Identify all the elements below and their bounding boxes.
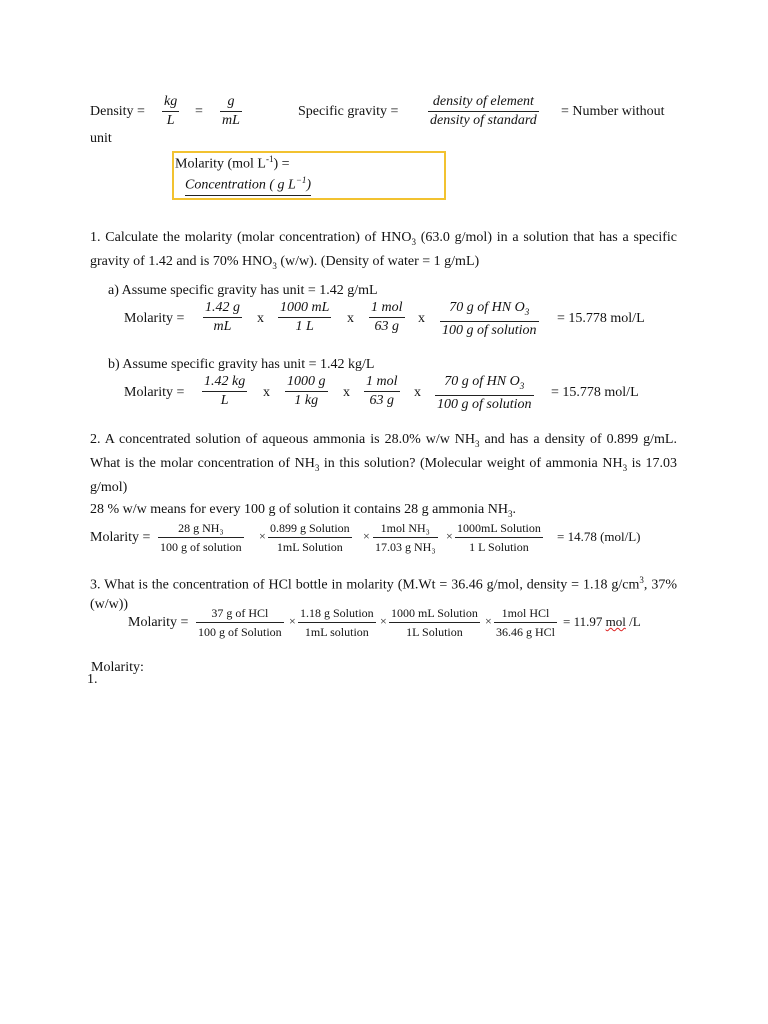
q1a-fraction-1: 1.42 g mL xyxy=(205,300,240,334)
q1b-x-1: x xyxy=(263,385,270,400)
molarity-box-line2: Concentration ( g $L^{-1}$) xyxy=(185,175,311,196)
q1a-result: = 15.778 mol/L xyxy=(557,311,645,326)
q1b-molarity-label: Molarity = xyxy=(124,385,185,400)
q1b-result: = 15.778 mol/L xyxy=(551,385,639,400)
q1a-x-1: x xyxy=(257,311,264,326)
q3-fraction-2: 1.18 g Solution 1mL solution xyxy=(300,606,374,639)
q2-fraction-4: 1000mL Solution 1 L Solution xyxy=(457,521,541,554)
q2-times-2: × xyxy=(363,529,370,543)
q2-text: 2. A concentrated solution of aqueous ammonia is 28.0% w/w $NH_3$ and has a density of 0.899 g/mL. What is the molar concentration of $NH_3$ in this solution? (Molecular weight of ammonia $NH_3$ is 17.03 g/mol) xyxy=(90,432,678,495)
density-equals: = xyxy=(195,104,203,119)
q2-fraction-1: 28 g NH₃ 100 g of solution xyxy=(160,521,242,554)
q1b-x-3: x xyxy=(414,385,421,400)
q2-times-3: × xyxy=(446,529,453,543)
q1b-fraction-2: 1000 g 1 kg xyxy=(287,374,326,408)
q2-fraction-2: 0.899 g Solution 1mL Solution xyxy=(270,521,350,554)
q1b-fraction-1: 1.42 kg L xyxy=(204,374,246,408)
q1a-fraction-2: 1000 mL 1 L xyxy=(280,300,330,334)
q1a-x-2: x xyxy=(347,311,354,326)
q1-text: 1. Calculate the molarity (molar concentration) of $HNO_3$ (63.0 g/mol) in a solution that has a specific gravity of 1.42 and is 70% $HNO_3$ (w/w). (Density of water = 1 g/mL) xyxy=(90,230,678,271)
q3-times-2: × xyxy=(380,614,387,628)
specific-gravity-label: Specific gravity = xyxy=(298,104,399,119)
q1a-molarity-label: Molarity = xyxy=(124,311,185,326)
list-number-one: 1. xyxy=(87,672,98,687)
q2-molarity-label: Molarity = xyxy=(90,530,151,545)
q1b-label: b) Assume specific gravity has unit = 1.42 kg/L xyxy=(108,357,375,372)
q3-result: = 11.97 mol /L xyxy=(563,614,641,629)
molarity-trailing-label: Molarity: xyxy=(91,660,144,675)
q3-fraction-1: 37 g of HCl 100 g of Solution xyxy=(198,606,282,639)
specific-gravity-result: = Number without xyxy=(561,104,665,119)
q3-fraction-4: 1mol HCl 36.46 g HCl xyxy=(496,606,556,639)
q3-molarity-label: Molarity = xyxy=(128,615,189,630)
q2-result: = 14.78 (mol/L) xyxy=(557,529,641,544)
q1b-x-2: x xyxy=(343,385,350,400)
density-fraction-g-ml: g mL xyxy=(222,94,240,128)
molarity-box-line1: Molarity (mol $L^{-1}$) = xyxy=(175,154,290,172)
q1a-fraction-4: 70 g of HN $O_3$ 100 g of solution xyxy=(442,300,537,338)
q1b-fraction-4: 70 g of HN $O_3$ 100 g of solution xyxy=(437,374,532,412)
q2-fraction-3: 1mol NH₃ 17.03 g NH₃ xyxy=(375,521,436,554)
specific-gravity-fraction: density of element density of standard xyxy=(430,94,537,128)
q1b-fraction-3: 1 mol 63 g xyxy=(366,374,398,408)
q3-fraction-3: 1000 mL Solution 1L Solution xyxy=(391,606,478,639)
density-label: Density = xyxy=(90,104,145,119)
q3-times-1: × xyxy=(289,614,296,628)
q3-times-3: × xyxy=(485,614,492,628)
q1a-fraction-3: 1 mol 63 g xyxy=(371,300,403,334)
density-fraction-kg-l: kg L xyxy=(164,94,178,128)
specific-gravity-wrap: unit xyxy=(90,131,112,146)
q2-note: 28 % w/w means for every 100 g of solution it contains 28 g ammonia $NH_3$. xyxy=(90,502,516,519)
q2-times-1: × xyxy=(259,529,266,543)
q1a-x-3: x xyxy=(418,311,425,326)
q1a-label: a) Assume specific gravity has unit = 1.42 g/mL xyxy=(108,283,378,298)
q3-text: 3. What is the concentration of HCl bottle in molarity (M.Wt = 36.46 g/mol, density = 1.18 $g/cm^3$, 37% (w/w)) xyxy=(90,575,678,612)
